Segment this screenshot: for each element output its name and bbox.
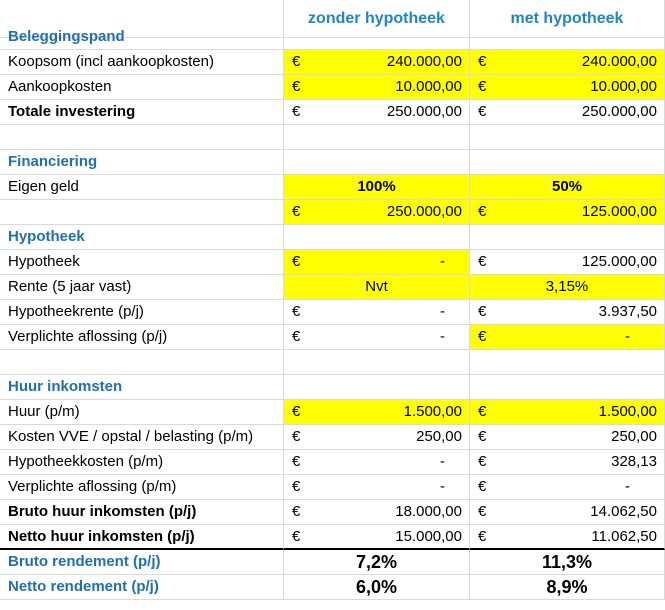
value: 250,00 <box>416 428 462 445</box>
value: 1.500,00 <box>403 403 462 420</box>
cell-eigen-geld-zonder[interactable]: 100% <box>284 175 470 200</box>
col-header-met[interactable]: met hypotheek <box>470 0 665 38</box>
value: 10.000,00 <box>590 78 657 95</box>
label-eigen-geld[interactable]: Eigen geld <box>0 175 284 200</box>
euro-sign: € <box>292 253 301 270</box>
euro-sign: € <box>292 403 301 420</box>
cell-bruto-rendement-met[interactable]: 11,3% <box>470 550 665 575</box>
cell-aflossing-pm-met[interactable] <box>470 475 665 500</box>
label-huur[interactable]: Huur (p/m) <box>0 400 284 425</box>
euro-sign: € <box>292 453 301 470</box>
label-hypotheekrente[interactable]: Hypotheekrente (p/j) <box>0 300 284 325</box>
cell-hypotheekkosten-met[interactable] <box>470 450 665 475</box>
value: 250.000,00 <box>581 103 657 120</box>
cell-eigen-geld-amt-met[interactable] <box>470 200 665 225</box>
label-rente[interactable]: Rente (5 jaar vast) <box>0 275 284 300</box>
euro-sign: € <box>292 428 301 445</box>
cell[interactable] <box>0 350 284 375</box>
euro-sign: € <box>478 503 487 520</box>
cell-eigen-geld-amt-zonder[interactable] <box>284 200 470 225</box>
cell-totale-zonder[interactable] <box>284 100 470 125</box>
euro-sign: € <box>292 78 301 95</box>
value: 18.000,00 <box>395 503 462 520</box>
label-netto-rendement[interactable]: Netto rendement (p/j) <box>0 575 284 600</box>
value: - <box>440 253 445 270</box>
cell-hypotheekrente-met[interactable] <box>470 300 665 325</box>
cell-rente-met[interactable]: 3,15% <box>470 275 665 300</box>
value: - <box>440 328 445 345</box>
label-netto-huur[interactable]: Netto huur inkomsten (p/j) <box>0 525 284 550</box>
cell-netto-rendement-met[interactable]: 8,9% <box>470 575 665 600</box>
value: 240.000,00 <box>386 53 462 70</box>
section-financiering[interactable]: Financiering <box>0 150 284 175</box>
col-header-zonder[interactable]: zonder hypotheek <box>284 0 470 38</box>
cell[interactable] <box>470 150 665 175</box>
value: 11.062,50 <box>591 528 657 545</box>
cell-bruto-huur-zonder[interactable] <box>284 500 470 525</box>
cell[interactable] <box>284 25 470 50</box>
cell[interactable] <box>284 125 470 150</box>
label-aankoopkosten[interactable]: Aankoopkosten <box>0 75 284 100</box>
cell-huur-zonder[interactable] <box>284 400 470 425</box>
cell[interactable] <box>470 375 665 400</box>
cell[interactable] <box>0 125 284 150</box>
section-hypotheek[interactable]: Hypotheek <box>0 225 284 250</box>
label-aflossing-pj[interactable]: Verplichte aflossing (p/j) <box>0 325 284 350</box>
value: 240.000,00 <box>581 53 657 70</box>
value: - <box>625 328 630 345</box>
label-hypotheek[interactable]: Hypotheek <box>0 250 284 275</box>
cell-netto-huur-met[interactable] <box>470 525 665 550</box>
euro-sign: € <box>292 303 301 320</box>
value: - <box>440 453 445 470</box>
cell-rente-zonder[interactable]: Nvt <box>284 275 470 300</box>
section-beleggingspand[interactable]: Beleggingspand <box>0 25 284 50</box>
euro-sign: € <box>478 453 487 470</box>
euro-sign: € <box>478 428 487 445</box>
cell[interactable] <box>284 375 470 400</box>
cell[interactable] <box>470 125 665 150</box>
euro-sign: € <box>478 53 487 70</box>
cell-aankoopkosten-met[interactable] <box>470 75 665 100</box>
euro-sign: € <box>478 403 487 420</box>
label-totale-investering[interactable]: Totale investering <box>0 100 284 125</box>
label-hypotheekkosten[interactable]: Hypotheekkosten (p/m) <box>0 450 284 475</box>
label-aflossing-pm[interactable]: Verplichte aflossing (p/m) <box>0 475 284 500</box>
value: 14.062,50 <box>590 503 657 520</box>
cell-aankoopkosten-zonder[interactable] <box>284 75 470 100</box>
euro-sign: € <box>292 53 301 70</box>
cell-kosten-met[interactable] <box>470 425 665 450</box>
value: 125.000,00 <box>581 253 657 270</box>
euro-sign: € <box>478 203 487 220</box>
value: 250.000,00 <box>386 103 462 120</box>
cell-aflossing-pj-zonder[interactable] <box>284 325 470 350</box>
cell-netto-rendement-zonder[interactable]: 6,0% <box>284 575 470 600</box>
value: 250,00 <box>611 428 657 445</box>
cell-hypotheekrente-zonder[interactable] <box>284 300 470 325</box>
cell-eigen-geld-met[interactable]: 50% <box>470 175 665 200</box>
cell-hypotheek-met[interactable] <box>470 250 665 275</box>
label-bruto-rendement[interactable]: Bruto rendement (p/j) <box>0 550 284 575</box>
label-kosten[interactable]: Kosten VVE / opstal / belasting (p/m) <box>0 425 284 450</box>
cell-koopsom-met[interactable] <box>470 50 665 75</box>
cell-totale-met[interactable] <box>470 100 665 125</box>
cell-hypotheekkosten-zonder[interactable] <box>284 450 470 475</box>
value: 250.000,00 <box>386 203 462 220</box>
cell-bruto-huur-met[interactable] <box>470 500 665 525</box>
euro-sign: € <box>478 253 487 270</box>
euro-sign: € <box>478 478 487 495</box>
cell-koopsom-zonder[interactable] <box>284 50 470 75</box>
euro-sign: € <box>292 328 301 345</box>
cell-aflossing-pm-zonder[interactable] <box>284 475 470 500</box>
euro-sign: € <box>478 78 487 95</box>
cell-hypotheek-zonder[interactable] <box>284 250 470 275</box>
label-koopsom[interactable]: Koopsom (incl aankoopkosten) <box>0 50 284 75</box>
euro-sign: € <box>478 328 487 345</box>
value: - <box>440 478 445 495</box>
cell[interactable] <box>470 25 665 50</box>
value: - <box>625 478 630 495</box>
section-huur-inkomsten[interactable]: Huur inkomsten <box>0 375 284 400</box>
label-bruto-huur[interactable]: Bruto huur inkomsten (p/j) <box>0 500 284 525</box>
euro-sign: € <box>292 478 301 495</box>
euro-sign: € <box>478 103 487 120</box>
value: 10.000,00 <box>395 78 462 95</box>
cell[interactable] <box>284 225 470 250</box>
cell[interactable] <box>470 350 665 375</box>
cell-netto-huur-zonder[interactable] <box>284 525 470 550</box>
cell-huur-met[interactable] <box>470 400 665 425</box>
cell-kosten-zonder[interactable] <box>284 425 470 450</box>
value: 125.000,00 <box>581 203 657 220</box>
cell[interactable] <box>0 200 284 225</box>
value: 1.500,00 <box>598 403 657 420</box>
cell-bruto-rendement-zonder[interactable]: 7,2% <box>284 550 470 575</box>
cell[interactable] <box>284 150 470 175</box>
value: 3.937,50 <box>598 303 657 320</box>
cell[interactable] <box>470 225 665 250</box>
cell[interactable] <box>284 350 470 375</box>
euro-sign: € <box>292 103 301 120</box>
euro-sign: € <box>292 203 301 220</box>
euro-sign: € <box>292 503 301 520</box>
euro-sign: € <box>478 303 487 320</box>
cell-aflossing-pj-met[interactable] <box>470 325 665 350</box>
euro-sign: € <box>292 528 301 545</box>
euro-sign: € <box>478 528 487 545</box>
value: 328,13 <box>611 453 657 470</box>
value: - <box>440 303 445 320</box>
value: 15.000,00 <box>395 528 462 545</box>
